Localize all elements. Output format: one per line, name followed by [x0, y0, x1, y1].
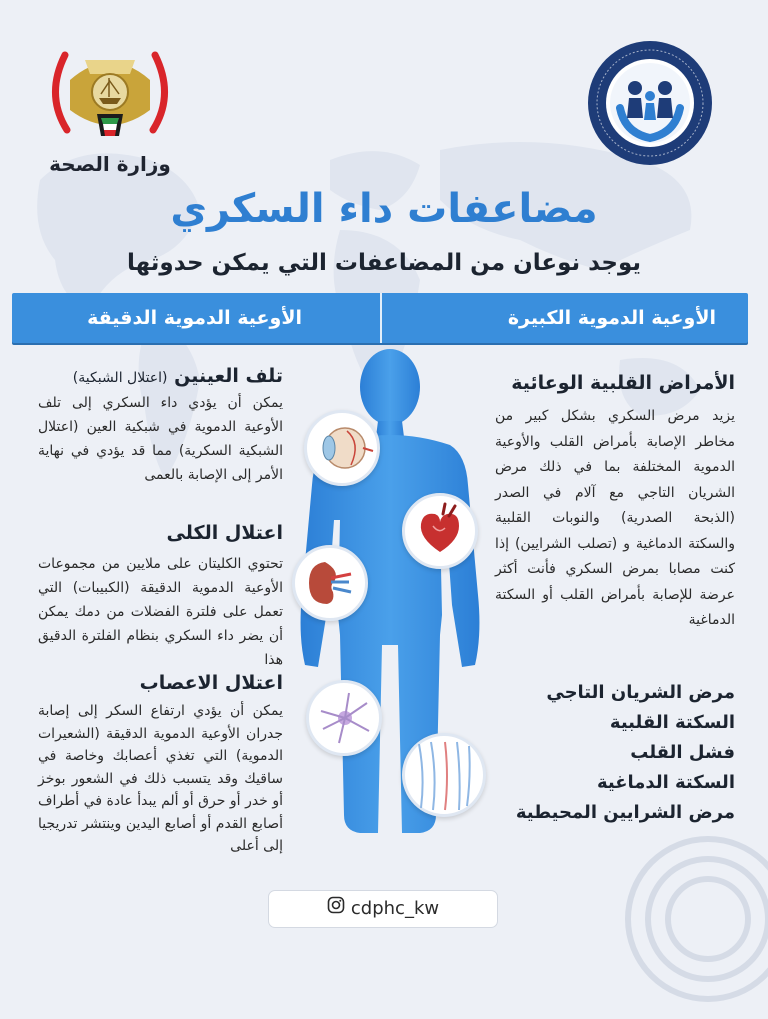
- neuropathy-body: يمكن أن يؤدي ارتفاع السكر إلى إصابة جدران الأوعية الدموية الدقيقة (الشعيرات الدموية) التي تغذي أعصابك وخاصة في ساقيك وقد يتسبب ذلك في الشعور بوخز أو خدر أو حرق أو ألم يبدأ عادة في أطراف أصابع القدم أو أصابع اليدين وينتشر تدريجيا إلى أعلى: [38, 703, 283, 854]
- columns-header-bar: [12, 293, 748, 343]
- instagram-handle-text: cdphc_kw: [350, 898, 440, 919]
- neuron-icon: [306, 680, 382, 756]
- eye-damage-section: [38, 365, 283, 487]
- kidney-disease-body: تحتوي الكليتان على ملايين من مجموعات الأوعية الدموية الدقيقة (الكبيبات) التي تعمل على فلترة الفضلات من دمك يمكن أن يضر داء السكري بنظام الفلترة الدقيق هذا: [38, 556, 283, 668]
- instagram-handle-button[interactable]: [268, 890, 498, 928]
- list-item: السكتة الدماغية: [596, 772, 735, 793]
- heart-icon: [402, 493, 478, 569]
- neuropathy-section: [38, 672, 283, 858]
- list-item: السكتة القلبية: [609, 712, 735, 733]
- page-title: مضاعفات داء السكري: [170, 186, 598, 232]
- primary-health-care-logo: [585, 38, 715, 168]
- eye-icon: [304, 410, 380, 486]
- eye-damage-heading: تلف العينين: [174, 365, 283, 387]
- ministry-name: وزارة الصحة: [49, 152, 171, 176]
- list-item: فشل القلب: [630, 742, 735, 763]
- list-item: مرض الشريان التاجي: [546, 682, 735, 703]
- large-vessels-header: الأوعية الدموية الكبيرة: [507, 307, 716, 329]
- human-body-figure: [290, 345, 490, 845]
- eye-damage-body: يمكن أن يؤدي داء السكري إلى تلف الأوعية الدموية في شبكية العين (اعتلال الشبكية السكرية) مما قد يؤدي في نهاية الأمر إلى الإصابة بالعمى: [38, 395, 283, 483]
- ministry-of-health-emblem: [45, 40, 175, 150]
- small-vessels-header: الأوعية الدموية الدقيقة: [87, 307, 302, 329]
- large-vessel-complications-list: [480, 678, 735, 828]
- instagram-icon: [327, 891, 345, 927]
- page-subtitle: يوجد نوعان من المضاعفات التي يمكن حدوثها: [126, 250, 642, 276]
- cardiovascular-heading: الأمراض القلبية الوعائية: [511, 372, 735, 394]
- kidney-disease-section: [38, 522, 283, 672]
- eye-damage-note: (اعتلال الشبكية): [72, 370, 168, 386]
- cardiovascular-section: [495, 372, 735, 634]
- kidney-icon: [292, 545, 368, 621]
- cardiovascular-body: يزيد مرض السكري بشكل كبير من مخاطر الإصابة بأمراض القلب والأوعية الدموية المختلفة بما في ذلك مرض الشريان التاجي مع آلام في الصدر (الذبحة الصدرية) والنوبات القلبية والسكتة الدماغية و (تصلب الشرايين) إذا كنت مصابا بمرض السكري فأنت أكثر عرضة للإصابة بأمراض القلب أو السكتة الدماغية: [495, 408, 735, 628]
- kidney-disease-heading: اعتلال الكلى: [166, 522, 283, 544]
- blood-vessel-icon: [402, 733, 486, 817]
- list-item: مرض الشرايين المحيطية: [515, 802, 735, 823]
- neuropathy-heading: اعتلال الاعصاب: [139, 672, 283, 694]
- decorative-rings: [608, 819, 768, 1019]
